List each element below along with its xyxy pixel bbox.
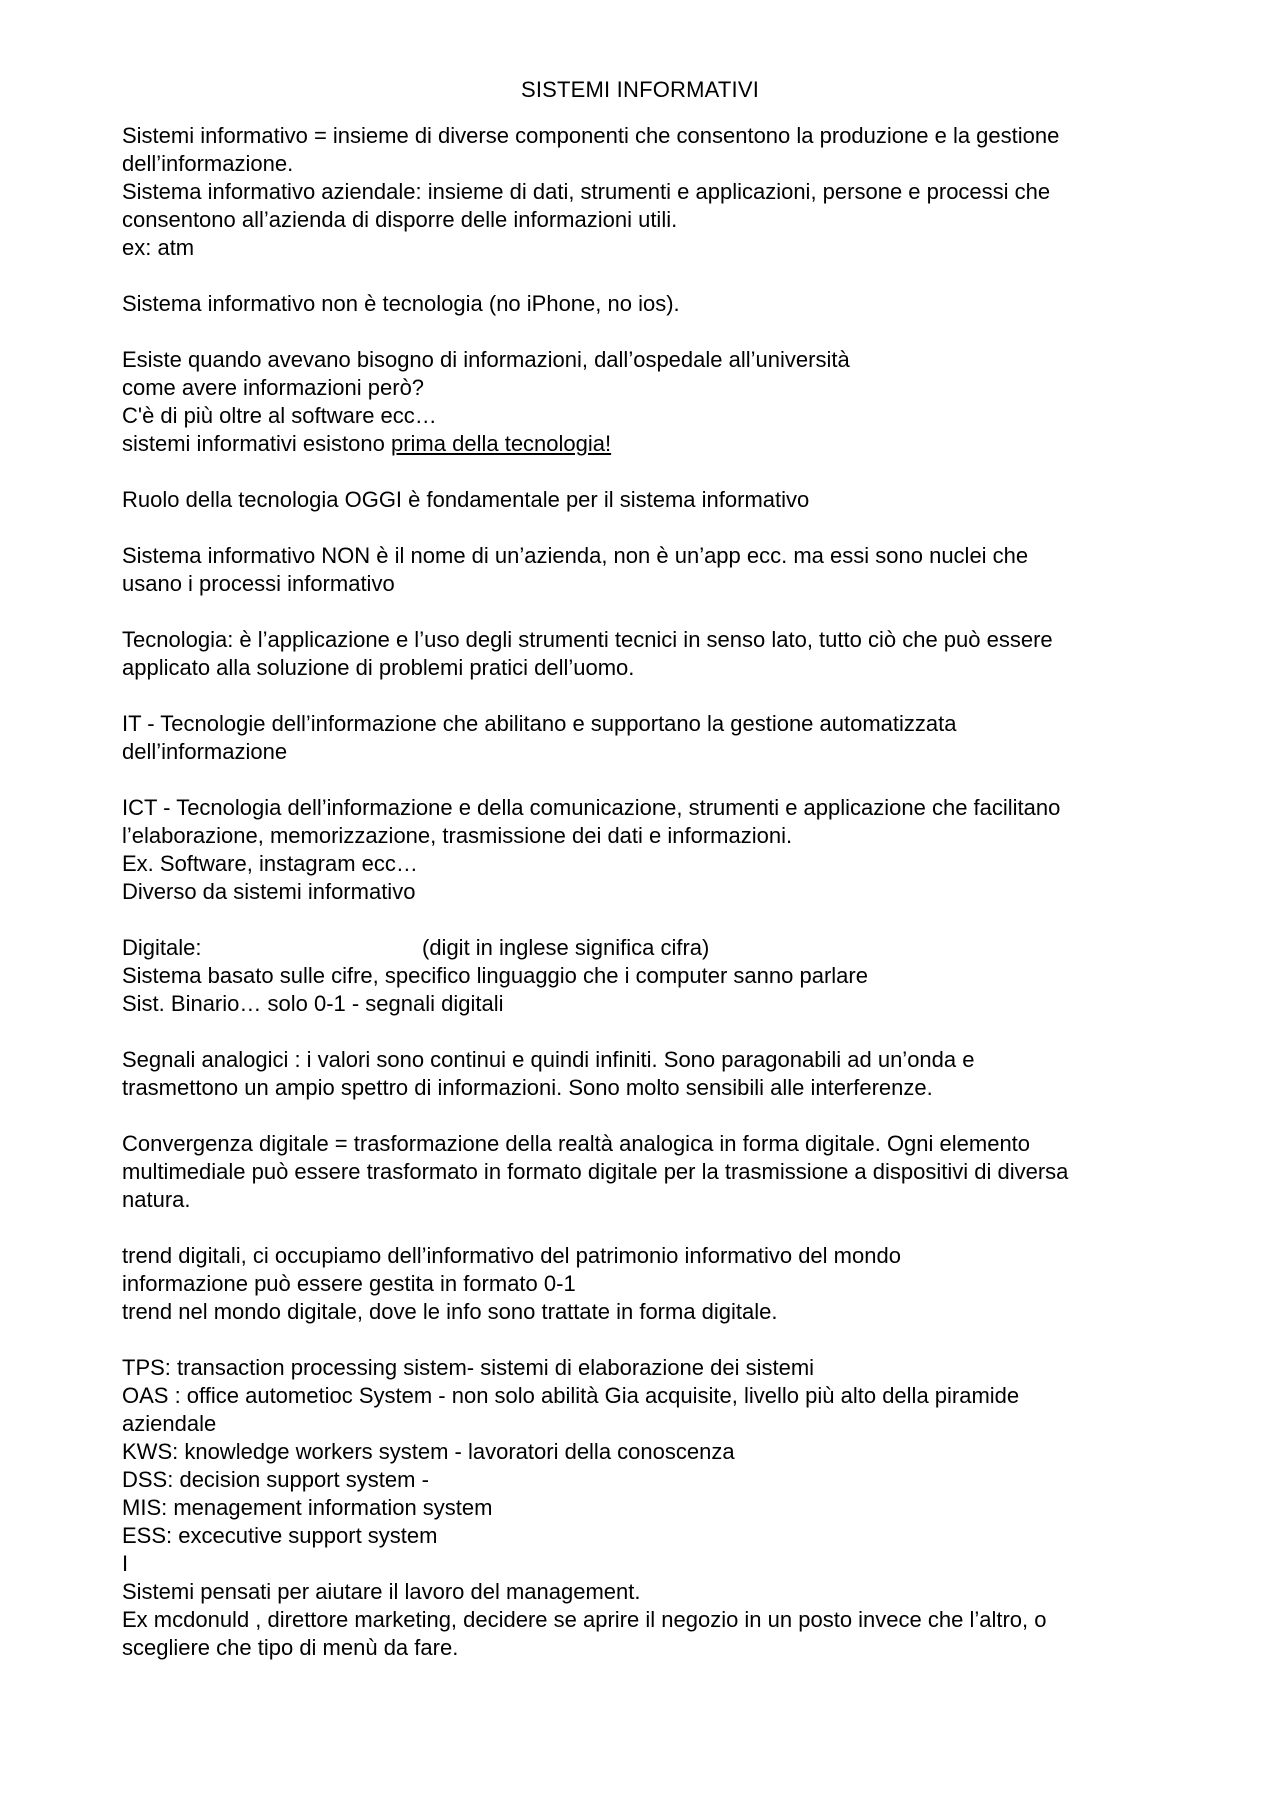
text-line: Convergenza digitale = trasformazione della realtà analogica in forma digitale. Ogni elemento — [122, 1131, 1031, 1156]
paragraph-gap — [122, 766, 1172, 794]
text-line: ICT - Tecnologia dell’informazione e della comunicazione, strumenti e applicazione che facilitano — [122, 795, 1061, 820]
paragraph-gap — [122, 1102, 1172, 1130]
text-line: DSS: decision support system - — [122, 1467, 429, 1492]
text-line: ESS: excecutive support system — [122, 1523, 438, 1548]
text-line: dell’informazione. — [122, 151, 294, 176]
text-line: trasmettono un ampio spettro di informazioni. Sono molto sensibili alle interferenze. — [122, 1075, 933, 1100]
paragraph-gap — [122, 1326, 1172, 1354]
text-segment: sistemi informativi esistono — [122, 431, 391, 456]
text-line: informazione può essere gestita in formato 0-1 — [122, 1271, 576, 1296]
text-line: Sistema informativo NON è il nome di un’azienda, non è un’app ecc. ma essi sono nuclei che — [122, 543, 1029, 568]
paragraph-gap — [122, 458, 1172, 486]
text-line: C'è di più oltre al software ecc… — [122, 403, 437, 428]
text-line: Sistemi informativo = insieme di diverse componenti che consentono la produzione e la gestione — [122, 123, 1060, 148]
text-line: dell’informazione — [122, 739, 288, 764]
page-title: SISTEMI INFORMATIVI — [520, 77, 760, 102]
text-line: Sistemi pensati per aiutare il lavoro del management. — [122, 1579, 641, 1604]
paragraph-gap — [122, 262, 1172, 290]
text-line: Segnali analogici : i valori sono continui e quindi infiniti. Sono paragonabili ad un’onda e — [122, 1047, 975, 1072]
text-line: Ruolo della tecnologia OGGI è fondamentale per il sistema informativo — [122, 487, 810, 512]
paragraph-gap — [122, 514, 1172, 542]
document-body — [122, 122, 1172, 1662]
text-line: IT - Tecnologie dell’informazione che abilitano e supportano la gestione automatizzata — [122, 711, 957, 736]
text-line: I — [122, 1551, 129, 1576]
text-line: consentono all’azienda di disporre delle informazioni utili. — [122, 207, 678, 232]
paragraph-gap — [122, 598, 1172, 626]
text-line: usano i processi informativo — [122, 571, 395, 596]
text-line: aziendale — [122, 1411, 217, 1436]
text-line: trend nel mondo digitale, dove le info sono trattate in forma digitale. — [122, 1299, 778, 1324]
text-line: scegliere che tipo di menù da fare. — [122, 1635, 459, 1660]
text-line: MIS: menagement information system — [122, 1495, 493, 1520]
underlined-text: prima della tecnologia! — [390, 431, 612, 456]
paragraph-gap — [122, 1214, 1172, 1242]
text-line: l’elaborazione, memorizzazione, trasmissione dei dati e informazioni. — [122, 823, 793, 848]
text-line: Tecnologia: è l’applicazione e l’uso degli strumenti tecnici in senso lato, tutto ciò che può essere — [122, 627, 1053, 652]
text-line: TPS: transaction processing sistem- sistemi di elaborazione dei sistemi — [122, 1355, 815, 1380]
text-line: ex: atm — [122, 235, 195, 260]
text-line: applicato alla soluzione di problemi pratici dell’uomo. — [122, 655, 635, 680]
text-line: multimediale può essere trasformato in formato digitale per la trasmissione a dispositivi di diversa — [122, 1159, 1069, 1184]
paragraph-gap — [122, 682, 1172, 710]
text-line: natura. — [122, 1187, 191, 1212]
text-line: come avere informazioni però? — [122, 375, 425, 400]
text-line: KWS: knowledge workers system - lavoratori della conoscenza — [122, 1439, 735, 1464]
paragraph-gap — [122, 318, 1172, 346]
text-line: Sistema informativo aziendale: insieme di dati, strumenti e applicazioni, persone e processi che — [122, 179, 1051, 204]
text-line: Diverso da sistemi informativo — [122, 879, 416, 904]
paragraph-gap — [122, 906, 1172, 934]
text-line: Sistema basato sulle cifre, specifico linguaggio che i computer sanno parlare — [122, 963, 868, 988]
text-line: Ex. Software, instagram ecc… — [122, 851, 418, 876]
paragraph-gap — [122, 1018, 1172, 1046]
text-line: Esiste quando avevano bisogno di informazioni, dall’ospedale all’università — [122, 347, 850, 372]
text-line: Sistema informativo non è tecnologia (no iPhone, no ios). — [122, 291, 680, 316]
text-segment: (digit in inglese significa cifra) — [422, 935, 710, 960]
text-line: OAS : office autometioc System - non solo abilità Gia acquisite, livello più alto della piramide — [122, 1383, 1020, 1408]
text-line: Ex mcdonuld , direttore marketing, decidere se aprire il negozio in un posto invece che l’altro, o — [122, 1607, 1047, 1632]
text-line — [122, 430, 1172, 458]
text-segment: Digitale: — [122, 935, 202, 960]
text-line: trend digitali, ci occupiamo dell’informativo del patrimonio informativo del mondo — [122, 1243, 901, 1268]
text-line: Sist. Binario… solo 0-1 - segnali digitali — [122, 991, 504, 1016]
text-line — [122, 934, 1172, 962]
